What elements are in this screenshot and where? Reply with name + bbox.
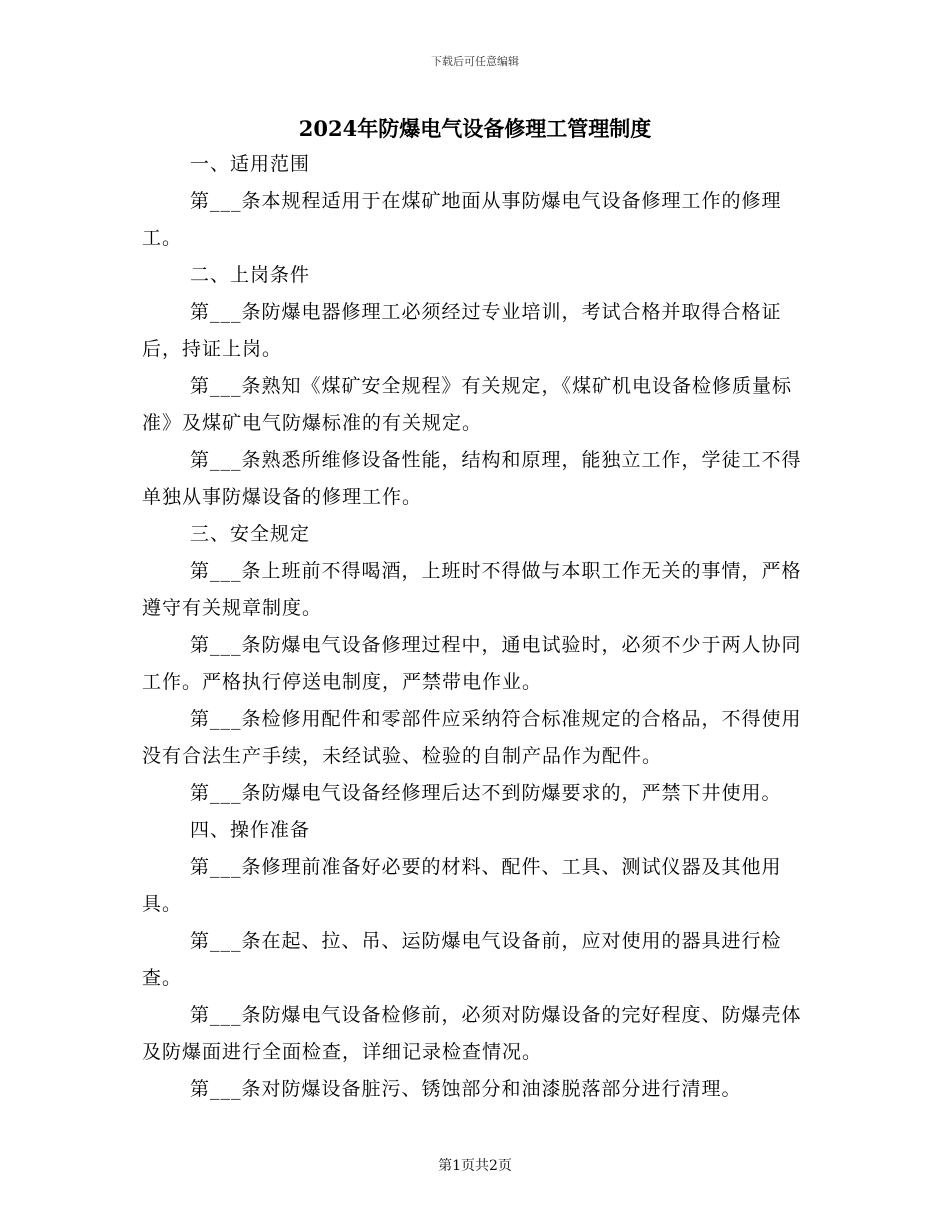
page-number-footer: 第1页共2页 (438, 1158, 512, 1174)
paragraph: 第___条防爆电气设备检修前，必须对防爆设备的完好程度、防爆壳体及防爆面进行全面检查，详细记录检查情况。 (142, 1004, 802, 1063)
paragraph: 第___条检修用配件和零部件应采纳符合标准规定的合格品，不得使用没有合法生产手续，未经试验、检验的自制产品作为配件。 (142, 708, 802, 767)
section-heading: 四、操作准备 (190, 819, 311, 841)
section-heading: 三、安全规定 (190, 523, 311, 545)
document-body (142, 146, 810, 1108)
paragraph: 第___条本规程适用于在煤矿地面从事防爆电气设备修理工作的修理工。 (142, 190, 782, 249)
paragraph: 第___条熟悉所维修设备性能，结构和原理，能独立工作，学徒工不得单独从事防爆设备的修理工作。 (142, 449, 802, 508)
paragraph: 第___条在起、拉、吊、运防爆电气设备前，应对使用的器具进行检查。 (142, 930, 782, 989)
section-heading: 二、上岗条件 (190, 264, 311, 286)
document-title: 2024年防爆电气设备修理工管理制度 (298, 116, 652, 141)
paragraph: 第___条对防爆设备脏污、锈蚀部分和油漆脱落部分进行清理。 (190, 1078, 742, 1100)
paragraph: 第___条熟知《煤矿安全规程》有关规定，《煤矿机电设备检修质量标准》及煤矿电气防爆标准的有关规定。 (142, 375, 793, 434)
paragraph: 第___条上班前不得喝酒，上班时不得做与本职工作无关的事情，严格遵守有关规章制度。 (142, 560, 802, 619)
section-heading: 一、适用范围 (190, 153, 311, 175)
paragraph: 第___条修理前准备好必要的材料、配件、工具、测试仪器及其他用具。 (142, 856, 782, 915)
paragraph: 第___条防爆电器修理工必须经过专业培训，考试合格并取得合格证后，持证上岗。 (142, 301, 782, 360)
header-note: 下载后可任意编辑 (431, 55, 519, 68)
paragraph: 第___条防爆电气设备经修理后达不到防爆要求的，严禁下井使用。 (190, 782, 782, 804)
paragraph: 第___条防爆电气设备修理过程中，通电试验时，必须不少于两人协同工作。严格执行停送电制度，严禁带电作业。 (142, 634, 802, 693)
